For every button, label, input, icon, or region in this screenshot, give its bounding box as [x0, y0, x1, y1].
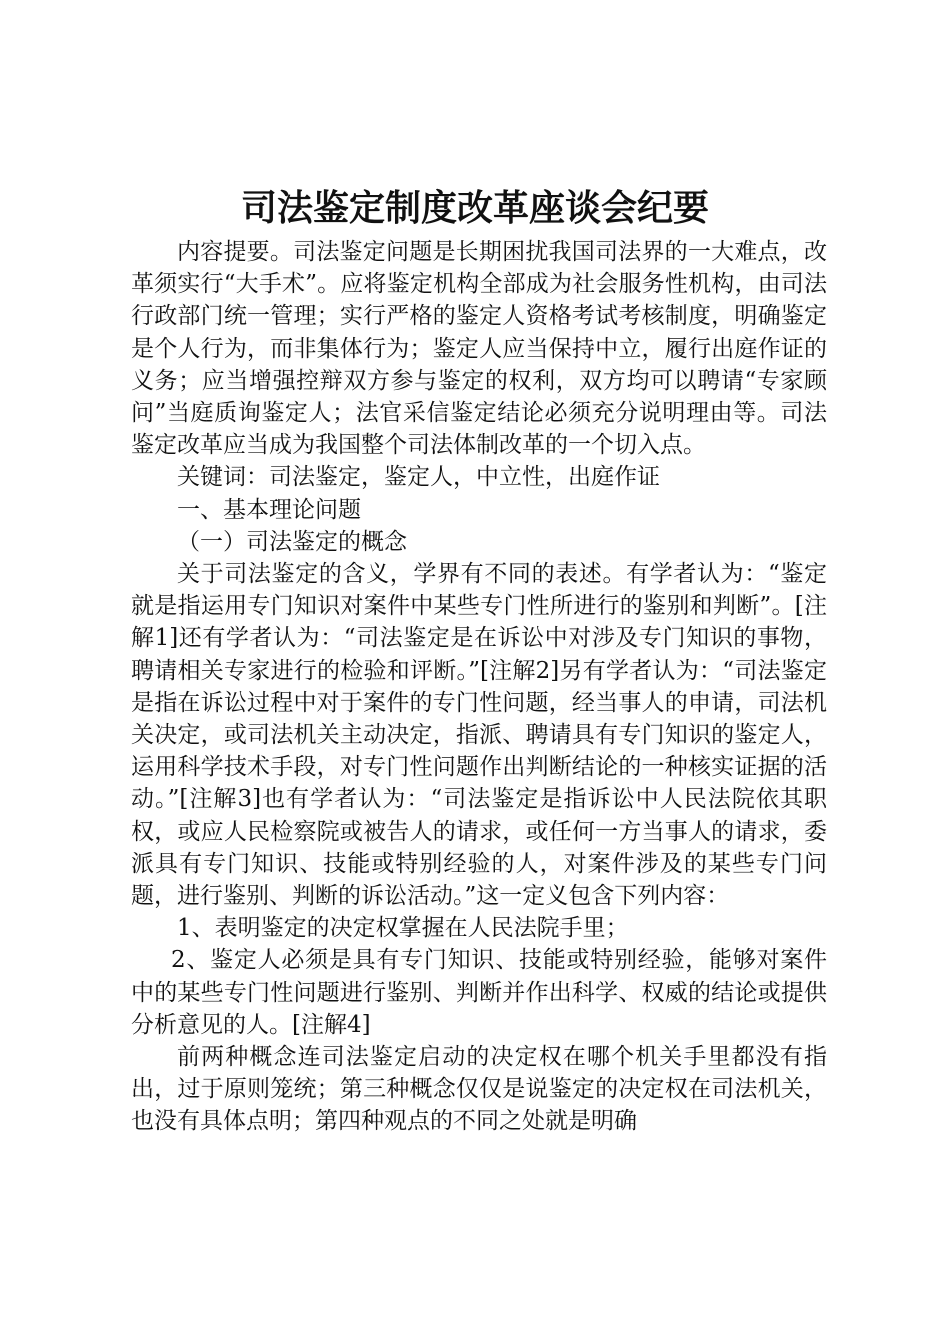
list-item: 1、表明鉴定的决定权掌握在人民法院手里；: [177, 915, 629, 942]
section-heading: 一、基本理论问题: [177, 496, 361, 523]
body-paragraph: 关于司法鉴定的含义，学界有不同的表述。有学者认为：“鉴定就是指运用专门知识对案件中某些专门性所进行的鉴别和判断”。[注解1]还有学者认为：“司法鉴定是在诉讼中对涉及专门知识的事物，聘请相关专家进行的检验和评断。”[注解2]另有学者认为：“司法鉴定是指在诉讼过程中对于案件的专门性问题，经当事人的申请，司法机关决定，或司法机关主动决定，指派、聘请具有专门知识的鉴定人，运用科学技术手段，对专门性问题作出判断结论的一种核实证据的活动。”[注解3]也有学者认为：“司法鉴定是指诉讼中人民法院依其职权，或应人民检察院或被告人的请求，或任何一方当事人的请求，委派具有专门知识、技能或特别经验的人，对案件涉及的某些专门问题，进行鉴别、判断的诉讼活动。”这一定义包含下列内容：: [131, 561, 827, 910]
document-title: 司法鉴定制度改革座谈会纪要: [240, 187, 709, 229]
subsection-heading: （一）司法鉴定的概念: [177, 528, 407, 555]
keywords-line: 关键词：司法鉴定，鉴定人，中立性，出庭作证: [177, 464, 660, 491]
body-paragraph: 前两种概念连司法鉴定启动的决定权在哪个机关手里都没有指出，过于原则笼统；第三种概念仅仅是说鉴定的决定权在司法机关，也没有具体点明；第四种观点的不同之处就是明确: [131, 1044, 827, 1135]
abstract-paragraph: 内容提要。司法鉴定问题是长期困扰我国司法界的一大难点，改革须实行“大手术”。应将鉴定机构全部成为社会服务性机构，由司法行政部门统一管理；实行严格的鉴定人资格考试考核制度，明确鉴定是个人行为，而非集体行为；鉴定人应当保持中立，履行出庭作证的义务；应当增强控辩双方参与鉴定的权利，双方均可以聘请“专家顾问”当庭质询鉴定人；法官采信鉴定结论必须充分说明理由等。司法鉴定改革应当成为我国整个司法体制改革的一个切入点。: [131, 239, 827, 459]
document-body: [131, 236, 827, 1138]
list-item: 2、鉴定人必须是具有专门知识、技能或特别经验，能够对案件中的某些专门性问题进行鉴别、判断并作出科学、权威的结论或提供分析意见的人。[注解4]: [131, 947, 827, 1038]
